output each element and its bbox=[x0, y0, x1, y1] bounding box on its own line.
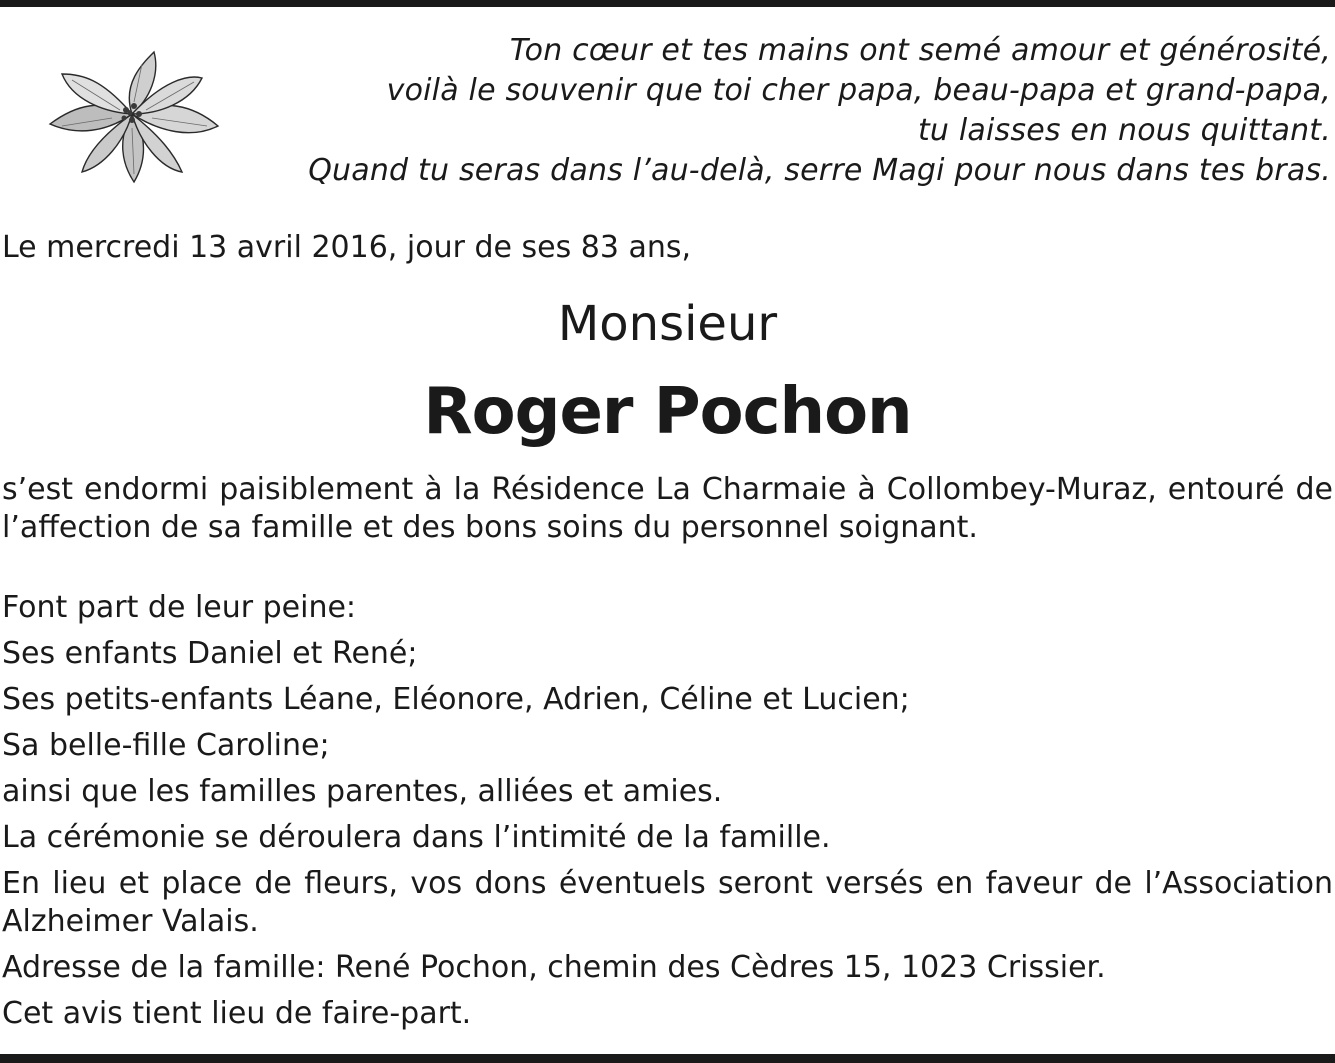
intro-date-line: Le mercredi 13 avril 2016, jour de ses 83 ans, bbox=[2, 230, 692, 265]
donations-line: En lieu et place de fleurs, vos dons éventuels seront versés en faveur de l’Association bbox=[2, 866, 1333, 901]
deceased-name: Roger Pochon bbox=[423, 375, 912, 449]
family-relatives: ainsi que les familles parentes, alliées et amies. bbox=[2, 774, 723, 809]
poem-line: tu laisses en nous quittant. bbox=[917, 113, 1331, 148]
donations-line: Alzheimer Valais. bbox=[2, 904, 259, 939]
family-children: Ses enfants Daniel et René; bbox=[2, 636, 418, 671]
poem-line: Quand tu seras dans l’au-delà, serre Magi pour nous dans tes bras. bbox=[308, 153, 1331, 188]
family-daughter-in-law: Sa belle-fille Caroline; bbox=[2, 728, 330, 763]
edelweiss-icon bbox=[42, 44, 222, 186]
honorific: Monsieur bbox=[557, 296, 778, 352]
poem-line: voilà le souvenir que toi cher papa, beau-papa et grand-papa, bbox=[386, 73, 1331, 108]
poem-line: Ton cœur et tes mains ont semé amour et générosité, bbox=[509, 33, 1331, 68]
ceremony-notice: La cérémonie se déroulera dans l’intimité de la famille. bbox=[2, 820, 831, 855]
family-heading: Font part de leur peine: bbox=[2, 590, 357, 625]
announcement-line: s’est endormi paisiblement à la Résidence La Charmaie à Collombey-Muraz, entouré de bbox=[2, 472, 1333, 507]
top-rule bbox=[0, 0, 1335, 7]
announcement-line: l’affection de sa famille et des bons soins du personnel soignant. bbox=[2, 510, 978, 545]
poem bbox=[308, 31, 1331, 191]
bottom-rule bbox=[0, 1054, 1335, 1063]
family-grandchildren: Ses petits-enfants Léane, Eléonore, Adrien, Céline et Lucien; bbox=[2, 682, 910, 717]
notice-line: Cet avis tient lieu de faire-part. bbox=[2, 996, 472, 1031]
family-address: Adresse de la famille: René Pochon, chemin des Cèdres 15, 1023 Crissier. bbox=[2, 950, 1106, 985]
